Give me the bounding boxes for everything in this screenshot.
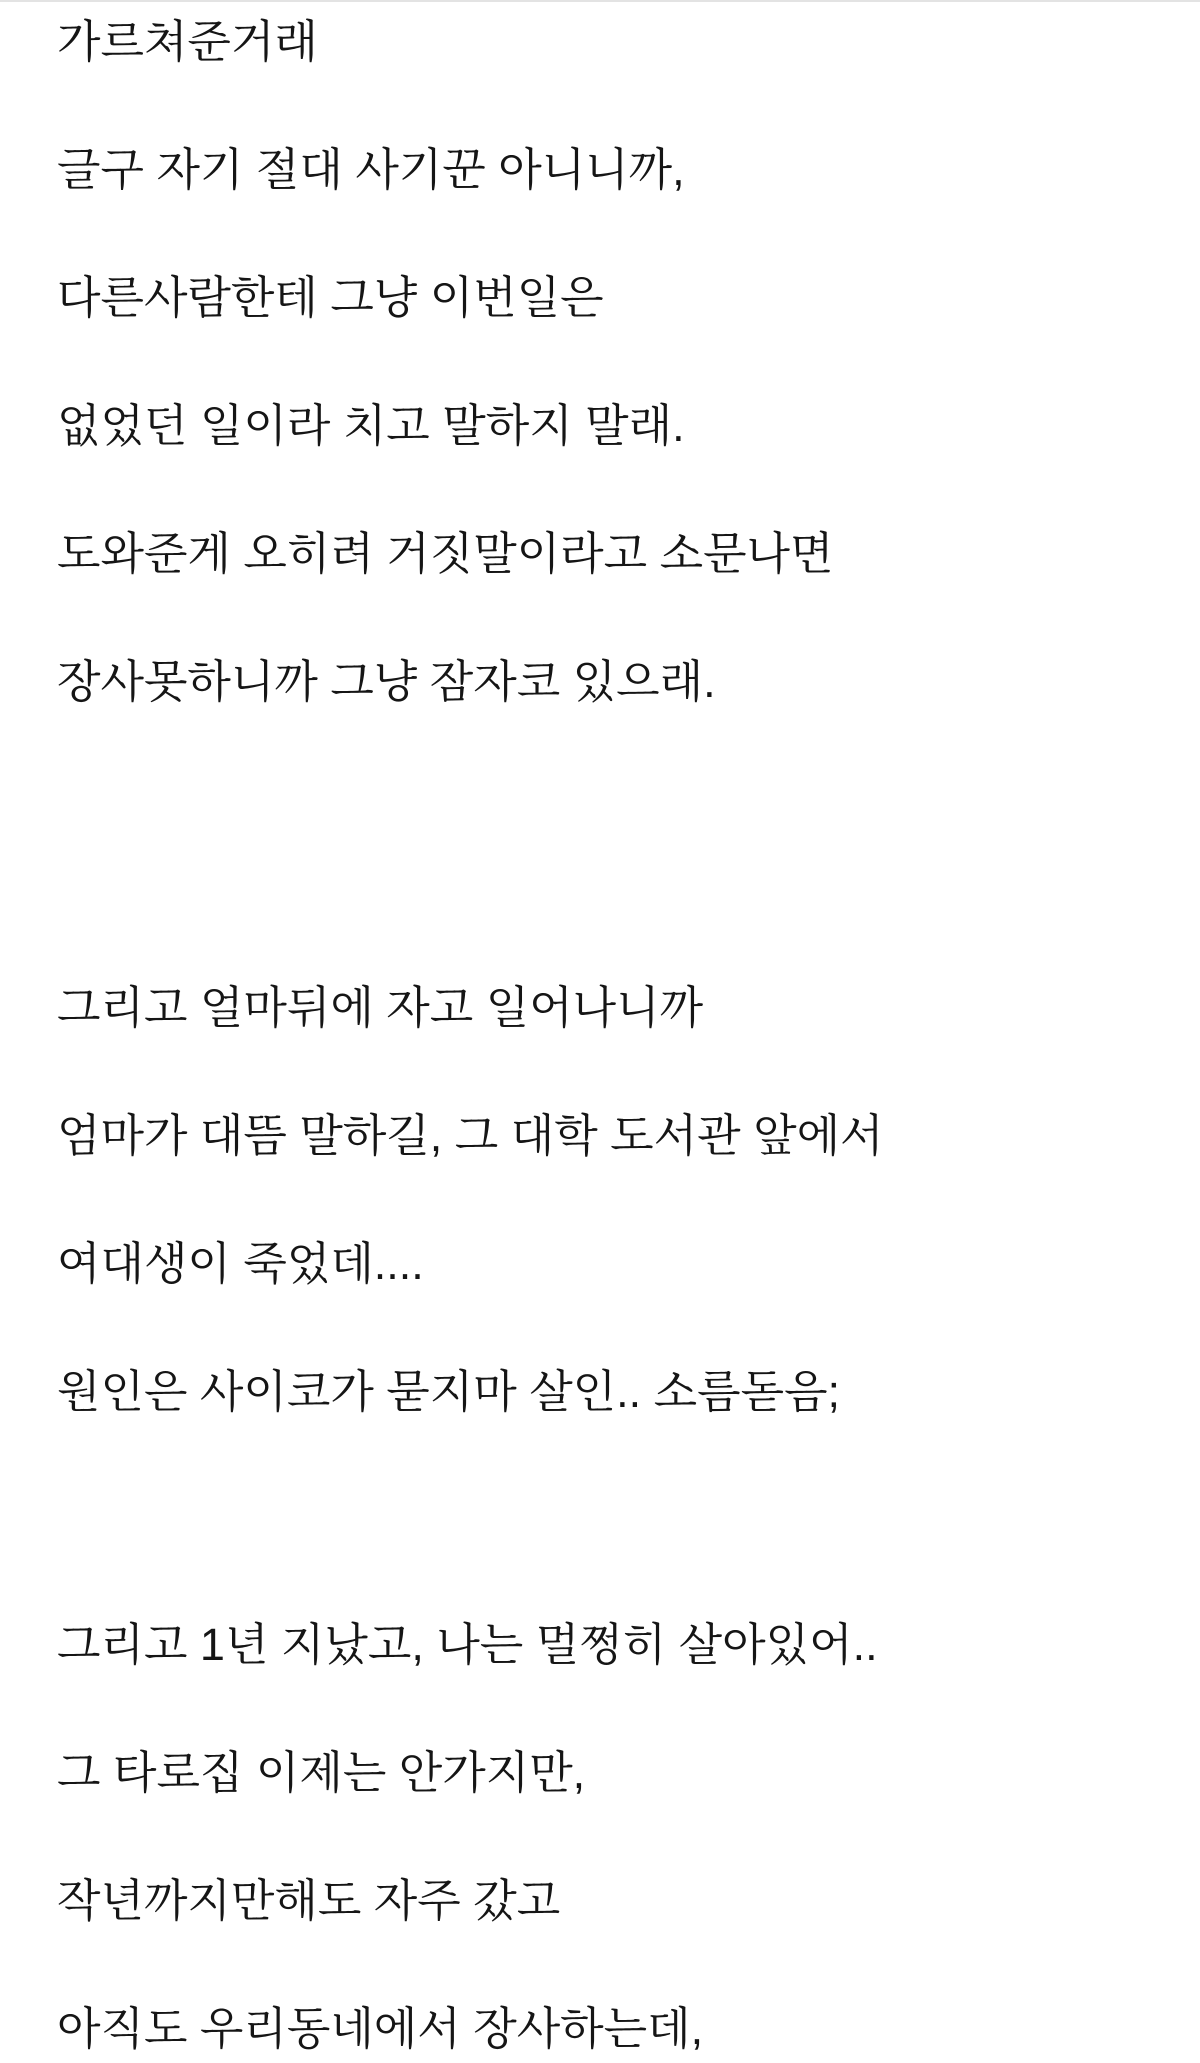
text-line: 엄마가 대뜸 말하길, 그 대학 도서관 앞에서 (57, 1110, 884, 1161)
text-line: 가르쳐준거래 (57, 16, 318, 67)
text-line: 아직도 우리동네에서 장사하는데, (57, 2003, 704, 2054)
text-line: 다른사람한테 그냥 이번일은 (57, 272, 604, 323)
text-line: 그리고 얼마뒤에 자고 일어나니까 (57, 982, 704, 1033)
text-line: 그리고 1년 지났고, 나는 멀쩡히 살아있어.. (57, 1619, 878, 1670)
text-line: 작년까지만해도 자주 갔고 (57, 1875, 561, 1926)
post-body (0, 2, 1200, 2056)
text-line: 없었던 일이라 치고 말하지 말래. (57, 400, 685, 451)
text-line: 여대생이 죽었데.... (57, 1238, 424, 1289)
text-line: 도와준게 오히려 거짓말이라고 소문나면 (57, 528, 834, 579)
text-line: 그 타로집 이제는 안가지만, (57, 1747, 586, 1798)
text-line: 원인은 사이코가 묻지마 살인.. 소름돋음; (57, 1366, 841, 1417)
text-line: 장사못하니까 그냥 잠자코 있으래. (57, 656, 716, 707)
text-line: 글구 자기 절대 사기꾼 아니니까, (57, 144, 685, 195)
